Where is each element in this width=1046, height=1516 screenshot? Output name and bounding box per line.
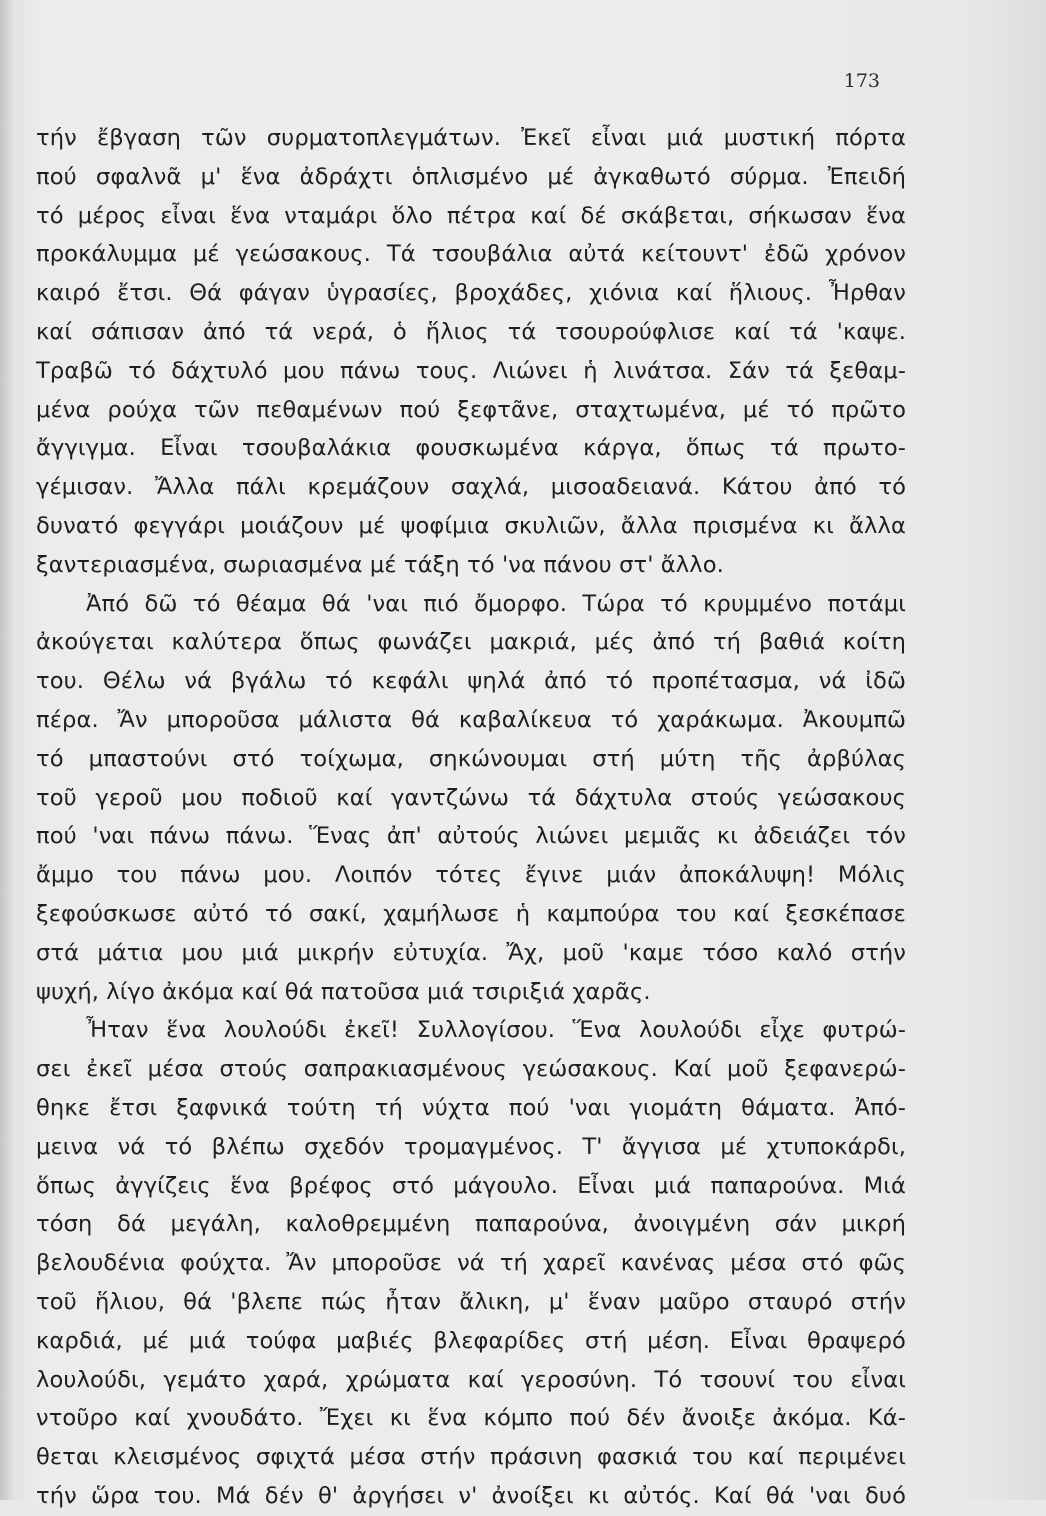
text-line: καί σάπισαν ἀπό τά νερά, ὁ ἥλιος τά τσουρούφλισε καί τά 'καψε. [36, 318, 906, 345]
text-line: μεινα νά τό βλέπω σχεδόν τρομαγμένος. Τ' ἄγγισα μέ χτυποκάρδι, [36, 1133, 906, 1160]
text-line: τό μπαστούνι στό τοίχωμα, σηκώνουμαι στή μύτη τῆς ἀρβύλας [36, 745, 906, 772]
text-line: ἄγγιγμα. Εἶναι τσουβαλάκια φουσκωμένα κάργα, ὅπως τά πρωτο- [36, 435, 906, 462]
text-line: του. Θέλω νά βγάλω τό κεφάλι ψηλά ἀπό τό προπέτασμα, νά ἰδῶ [36, 668, 906, 695]
text-line: τόση δά μεγάλη, καλοθρεμμένη παπαρούνα, ἀνοιγμένη σάν μικρή [36, 1211, 906, 1238]
text-line: πέρα. Ἄν μποροῦσα μάλιστα θά καβαλίκευα τό χαράκωμα. Ἀκουμπῶ [36, 706, 906, 733]
text-line: Ἦταν ἕνα λουλούδι ἐκεῖ! Συλλογίσου. Ἕνα λουλούδι εἶχε φυτρώ- [86, 1017, 906, 1044]
text-line: Τραβῶ τό δάχτυλό μου πάνω τους. Λιώνει ἡ λινάτσα. Σάν τά ξεθαμ- [36, 357, 906, 384]
text-line: ξεφούσκωσε αὐτό τό σακί, χαμήλωσε ἡ καμπούρα του καί ξεσκέπασε [36, 900, 906, 927]
text-line: τοῦ γεροῦ μου ποδιοῦ καί γαντζώνω τά δάχτυλα στούς γεώσακους [36, 784, 906, 811]
text-line: στά μάτια μου μιά μικρήν εὐτυχία. Ἄχ, μοῦ 'καμε τόσο καλό στήν [36, 939, 906, 966]
text-line: καρδιά, μέ μιά τούφα μαβιές βλεφαρίδες στή μέση. Εἶναι θραψερό [36, 1327, 906, 1354]
text-line: πού 'ναι πάνω πάνω. Ἕνας ἀπ' αὐτούς λιώνει μεμιᾶς κι ἀδειάζει τόν [36, 823, 906, 850]
bleed-through-margin [980, 0, 1046, 1500]
text-line: προκάλυμμα μέ γεώσακους. Τά τσουβάλια αὐτά κείτουντ' ἐδῶ χρόνον [36, 241, 906, 268]
text-line: ἄμμο του πάνω μου. Λοιπόν τότες ἔγινε μιάν ἀποκάλυψη! Μόλις [36, 862, 906, 889]
text-line: ὅπως ἀγγίζεις ἕνα βρέφος στό μάγουλο. Εἶναι μιά παπαρούνα. Μιά [36, 1172, 906, 1199]
page-number: 173 [843, 70, 880, 92]
text-line: ξαντεριασμένα, σωριασμένα μέ τάξη τό 'να πάνου στ' ἄλλο. [36, 551, 724, 578]
text-line: δυνατό φεγγάρι μοιάζουν μέ ψοφίμια σκυλιῶν, ἄλλα πρισμένα κι ἄλλα [36, 512, 906, 539]
text-line: ψυχή, λίγο ἀκόμα καί θά πατοῦσα μιά τσιριξιά χαρᾶς. [36, 978, 651, 1005]
text-line: Ἀπό δῶ τό θέαμα θά 'ναι πιό ὄμορφο. Τώρα τό κρυμμένο ποτάμι [86, 590, 906, 617]
text-line: τοῦ ἥλιου, θά 'βλεπε πώς ἦταν ἄλικη, μ' ἕναν μαῦρο σταυρό στήν [36, 1288, 906, 1315]
text-line: ντοῦρο καί χνουδάτο. Ἔχει κι ἕνα κόμπο πού δέν ἄνοιξε ἀκόμα. Κά- [36, 1405, 906, 1432]
text-line: σει ἐκεῖ μέσα στούς σαπρακιασμένους γεώσακους. Καί μοῦ ξεφανερώ- [36, 1056, 906, 1083]
text-line: γέμισαν. Ἄλλα πάλι κρεμάζουν σαχλά, μισοαδειανά. Κάτου ἀπό τό [36, 474, 906, 501]
body-text [36, 119, 906, 1516]
text-line: πού σφαλνᾶ μ' ἕνα ἀδράχτι ὁπλισμένο μέ ἀγκαθωτό σύρμα. Ἐπειδή [36, 163, 906, 190]
text-line: θηκε ἔτσι ξαφνικά τούτη τή νύχτα πού 'ναι γιομάτη θάματα. Ἀπό- [36, 1094, 906, 1121]
page-edge-shadow [0, 0, 14, 1500]
text-line: ἀκούγεται καλύτερα ὅπως φωνάζει μακριά, μές ἀπό τή βαθιά κοίτη [36, 629, 906, 656]
text-line: μένα ρούχα τῶν πεθαμένων πού ξεφτᾶνε, σταχτωμένα, μέ τό πρῶτο [36, 396, 906, 423]
text-line: τό μέρος εἶναι ἕνα νταμάρι ὅλο πέτρα καί δέ σκάβεται, σήκωσαν ἕνα [36, 202, 906, 229]
text-line: θεται κλεισμένος σφιχτά μέσα στήν πράσινη φασκιά του καί περιμένει [36, 1444, 906, 1471]
text-line: τήν ἔβγαση τῶν συρματοπλεγμάτων. Ἐκεῖ εἶναι μιά μυστική πόρτα [36, 125, 906, 151]
text-line: καιρό ἔτσι. Θά φάγαν ὑγρασίες, βροχάδες, χιόνια καί ἥλιους. Ἦρθαν [36, 280, 906, 307]
text-line: τήν ὥρα του. Μά δέν θ' ἀργήσει ν' ἀνοίξει κι αὐτός. Καί θά 'ναι δυό [36, 1482, 906, 1509]
text-line: λουλούδι, γεμάτο χαρά, χρώματα καί γεροσύνη. Τό τσουνί του εἶναι [36, 1366, 906, 1393]
text-line: βελουδένια φούχτα. Ἄν μποροῦσε νά τή χαρεῖ κανένας μέσα στό φῶς [36, 1250, 906, 1277]
